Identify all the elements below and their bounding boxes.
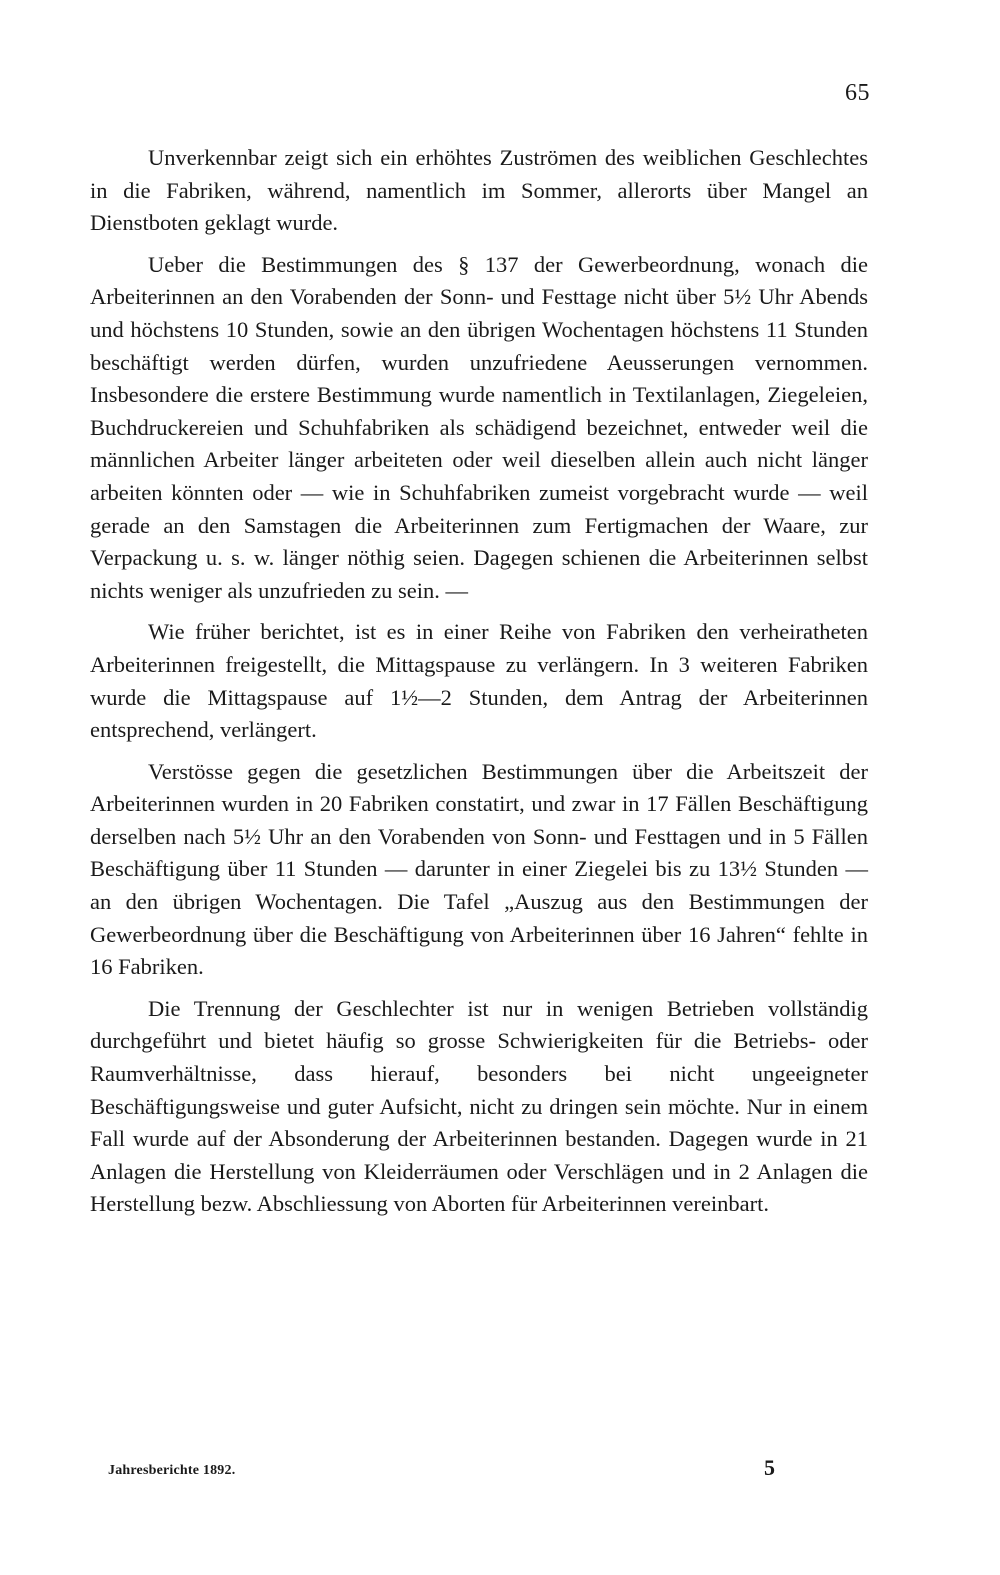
paragraph-1: Unverkennbar zeigt sich ein erhöhtes Zuströmen des weiblichen Geschlechtes in die Fabriken, während, namentlich im Sommer, allerorts über Mangel an Dienstboten geklagt wurde.: [90, 145, 868, 236]
paragraph-4: Verstösse gegen die gesetzlichen Bestimmungen über die Arbeitszeit der Arbeiterinnen wurden in 20 Fabriken constatirt, und zwar in 17 Fällen Beschäftigung derselben nach 5½ Uhr an den Vorabenden von Sonn- und Festtagen und in 5 Fällen Beschäftigung über 11 Stunden — darunter in einer Ziegelei bis zu 13½ Stunden — an den übrigen Wochentagen. Die Tafel „Auszug aus den Bestimmungen der Gewerbeordnung über die Beschäftigung von Arbeiterinnen über 16 Jahren“ fehlte in 16 Fabriken.: [90, 758, 868, 980]
footer-publication: Jahresberichte 1892.: [108, 1463, 236, 1478]
paragraph-2: Ueber die Bestimmungen des § 137 der Gewerbeordnung, wonach die Arbeiterinnen an den Vorabenden der Sonn- und Festtage nicht über 5½ Uhr Abends und höchstens 10 Stunden, sowie an den übrigen Wochentagen höchstens 11 Stunden beschäftigt werden dürfen, wurden unzufriedene Aeusserungen vernommen. Insbesondere die erstere Bestimmung wurde namentlich in Textilanlagen, Ziegeleien, Buchdruckereien und Schuhfabriken als schädigend bezeichnet, entweder weil die männlichen Arbeiter länger arbeiteten oder weil dieselben allein auch nicht länger arbeiten könnten oder — wie in Schuhfabriken zumeist vorgebracht wurde — weil gerade an den Samstagen die Arbeiterinnen zum Fertigmachen der Waare, zur Verpackung u. s. w. länger nöthig seien. Dagegen schienen die Arbeiterinnen selbst nichts weniger als unzufrieden zu sein. —: [90, 251, 868, 603]
paragraph-5: Die Trennung der Geschlechter ist nur in wenigen Betrieben vollständig durchgeführt und bietet häufig so grosse Schwierigkeiten für die Betriebs- oder Raumverhältnisse, dass hierauf, besonders bei nicht ungeeigneter Beschäftigungsweise und guter Aufsicht, nicht zu dringen sein möchte. Nur in einem Fall wurde auf der Absonderung der Arbeiterinnen bestanden. Dagegen wurde in 21 Anlagen die Herstellung von Kleiderräumen oder Verschlägen und in 2 Anlagen die Herstellung bezw. Abschliessung von Aborten für Arbeiterinnen vereinbart.: [90, 995, 868, 1217]
page-number: 65: [845, 80, 870, 106]
body-text: [90, 142, 868, 1230]
footer-signature-mark: 5: [764, 1455, 775, 1480]
paragraph-3: Wie früher berichtet, ist es in einer Reihe von Fabriken den verheiratheten Arbeiterinnen freigestellt, die Mittagspause zu verlängern. In 3 weiteren Fabriken wurde die Mittagspause auf 1½—2 Stunden, dem Antrag der Arbeiterinnen entsprechend, verlängert.: [90, 619, 868, 743]
